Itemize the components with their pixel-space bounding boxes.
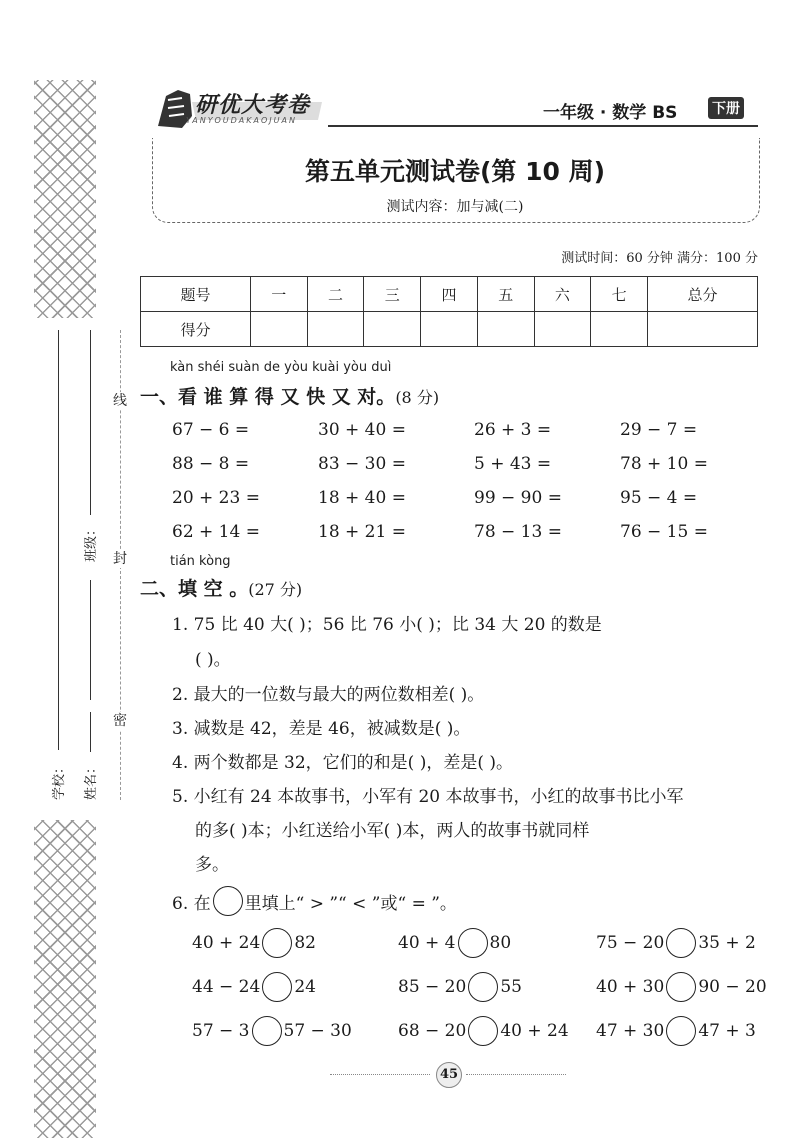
compare-circle[interactable]	[262, 972, 292, 1002]
class-field-line[interactable]	[90, 330, 91, 515]
calc-item: 5 + 43 =	[474, 454, 552, 474]
compare-left: 57 − 3	[192, 1021, 250, 1041]
question-3: 3. 减数是 42，差是 46，被减数是( )。	[172, 719, 471, 739]
question-5-line3: 多。	[195, 855, 229, 875]
question-6	[172, 886, 457, 916]
calc-item: 62 + 14 =	[172, 522, 260, 542]
binding-mark-feng: 封	[113, 551, 127, 567]
compare-item	[398, 928, 511, 958]
calc-item: 83 − 30 =	[318, 454, 406, 474]
binding-pattern-bottom	[34, 820, 96, 1138]
compare-left: 75 − 20	[596, 933, 665, 953]
calc-item: 67 − 6 =	[172, 420, 250, 440]
compare-left: 40 + 4	[398, 933, 456, 953]
footer-dots-left	[330, 1074, 430, 1075]
score-table-cell: 三	[364, 277, 421, 312]
calc-item: 78 − 13 =	[474, 522, 562, 542]
compare-circle[interactable]	[666, 928, 696, 958]
binding-pattern-top	[34, 80, 96, 318]
compare-right: 82	[294, 933, 316, 953]
compare-right: 24	[294, 977, 316, 997]
compare-left: 85 − 20	[398, 977, 467, 997]
logo-subtext: YANYOUDAKAOJUAN	[186, 116, 297, 125]
class-field-line-lower[interactable]	[90, 580, 91, 700]
section1-pinyin: kàn shéi suàn de yòu kuài yòu duì	[170, 360, 392, 375]
question-2: 2. 最大的一位数与最大的两位数相差( )。	[172, 685, 485, 705]
section1-title-text: 一、看 谁 算 得 又 快 又 对。	[140, 386, 396, 408]
section2-points: (27 分)	[248, 580, 303, 599]
compare-item	[596, 1016, 756, 1046]
binding-mark-xian: 线	[113, 393, 127, 409]
score-input-cell[interactable]	[534, 312, 591, 347]
compare-circle[interactable]	[468, 972, 498, 1002]
score-input-cell[interactable]	[648, 312, 758, 347]
section1-points: (8 分)	[395, 388, 440, 407]
score-table-header-row	[141, 277, 758, 312]
compare-circle[interactable]	[468, 1016, 498, 1046]
compare-right: 35 + 2	[698, 933, 756, 953]
compare-left: 40 + 30	[596, 977, 665, 997]
question-6-post: 里填上“ > ”“ < ”或“ = ”。	[244, 893, 457, 914]
calc-item: 99 − 90 =	[474, 488, 562, 508]
score-table-cell: 二	[307, 277, 364, 312]
compare-right: 47 + 3	[698, 1021, 756, 1041]
compare-circle[interactable]	[458, 928, 488, 958]
binding-mark-mi: 密	[113, 713, 127, 729]
compare-circle[interactable]	[262, 928, 292, 958]
score-table-cell: 五	[477, 277, 534, 312]
school-field-label: 学校：	[52, 760, 67, 800]
page-number: 45	[436, 1062, 462, 1088]
section2-title	[140, 574, 302, 601]
calc-item: 26 + 3 =	[474, 420, 552, 440]
compare-item	[192, 972, 316, 1002]
question-1-line1: 1. 75 比 40 大( )；56 比 76 小( )；比 34 大 20 的数是	[172, 615, 602, 635]
header-rule	[328, 125, 758, 127]
section1-title	[140, 382, 439, 409]
calc-item: 30 + 40 =	[318, 420, 406, 440]
class-field-label: 班级：	[84, 522, 99, 562]
compare-left: 47 + 30	[596, 1021, 665, 1041]
name-field-label: 姓名：	[84, 760, 99, 800]
test-meta: 测试时间：60 分钟 满分：100 分	[561, 251, 758, 266]
compare-circle[interactable]	[666, 972, 696, 1002]
score-input-cell[interactable]	[250, 312, 307, 347]
score-table-cell: 七	[591, 277, 648, 312]
compare-right: 90 − 20	[698, 977, 767, 997]
calc-item: 78 + 10 =	[620, 454, 708, 474]
calc-item: 18 + 21 =	[318, 522, 406, 542]
question-5-line2: 的多( )本；小红送给小军( )本，两人的故事书就同样	[195, 821, 590, 841]
circle-blank-icon	[213, 886, 243, 916]
compare-item	[192, 1016, 352, 1046]
compare-right: 40 + 24	[500, 1021, 569, 1041]
calc-item: 88 − 8 =	[172, 454, 250, 474]
compare-item	[398, 972, 522, 1002]
score-table-cell: 一	[250, 277, 307, 312]
compare-circle[interactable]	[666, 1016, 696, 1046]
compare-right: 80	[489, 933, 512, 953]
calc-item: 18 + 40 =	[318, 488, 406, 508]
test-content: 测试内容：加与减(二)	[386, 199, 524, 215]
score-input-cell[interactable]	[364, 312, 421, 347]
score-table-cell: 六	[534, 277, 591, 312]
score-table-cell: 总分	[648, 277, 758, 312]
score-table-cell: 四	[421, 277, 478, 312]
compare-right: 55	[500, 977, 522, 997]
footer-dots-right	[466, 1074, 566, 1075]
school-field-line[interactable]	[58, 330, 59, 750]
compare-circle[interactable]	[252, 1016, 282, 1046]
score-table-score-row	[141, 312, 758, 347]
score-table-cell: 得分	[141, 312, 251, 347]
calc-item: 76 − 15 =	[620, 522, 708, 542]
score-input-cell[interactable]	[421, 312, 478, 347]
calc-item: 95 − 4 =	[620, 488, 698, 508]
volume-badge: 下册	[708, 97, 744, 119]
compare-left: 44 − 24	[192, 977, 261, 997]
compare-item	[192, 928, 316, 958]
score-table-cell: 题号	[141, 277, 251, 312]
compare-item	[596, 972, 767, 1002]
question-4: 4. 两个数都是 32，它们的和是( )，差是( )。	[172, 753, 513, 773]
question-1-line2: ( )。	[195, 650, 231, 670]
score-input-cell[interactable]	[477, 312, 534, 347]
compare-left: 68 − 20	[398, 1021, 467, 1041]
page-title: 第五单元测试卷(第 10 周)	[304, 157, 606, 186]
compare-left: 40 + 24	[192, 933, 261, 953]
section2-pinyin: tián kòng	[170, 554, 231, 569]
question-5-line1: 5. 小红有 24 本故事书，小军有 20 本故事书，小红的故事书比小军	[172, 787, 684, 807]
score-input-cell[interactable]	[307, 312, 364, 347]
compare-item	[398, 1016, 569, 1046]
grade-subject: 一年级 · 数学 BS	[543, 103, 678, 123]
compare-item	[596, 928, 756, 958]
score-table	[140, 276, 758, 347]
calc-item: 29 − 7 =	[620, 420, 698, 440]
logo-text: 研优大考卷	[195, 93, 311, 118]
name-field-line[interactable]	[90, 712, 91, 752]
section2-title-text: 二、填 空 。	[140, 578, 249, 600]
compare-right: 57 − 30	[283, 1021, 352, 1041]
calc-item: 20 + 23 =	[172, 488, 260, 508]
score-input-cell[interactable]	[591, 312, 648, 347]
question-6-pre: 6. 在	[172, 893, 211, 914]
